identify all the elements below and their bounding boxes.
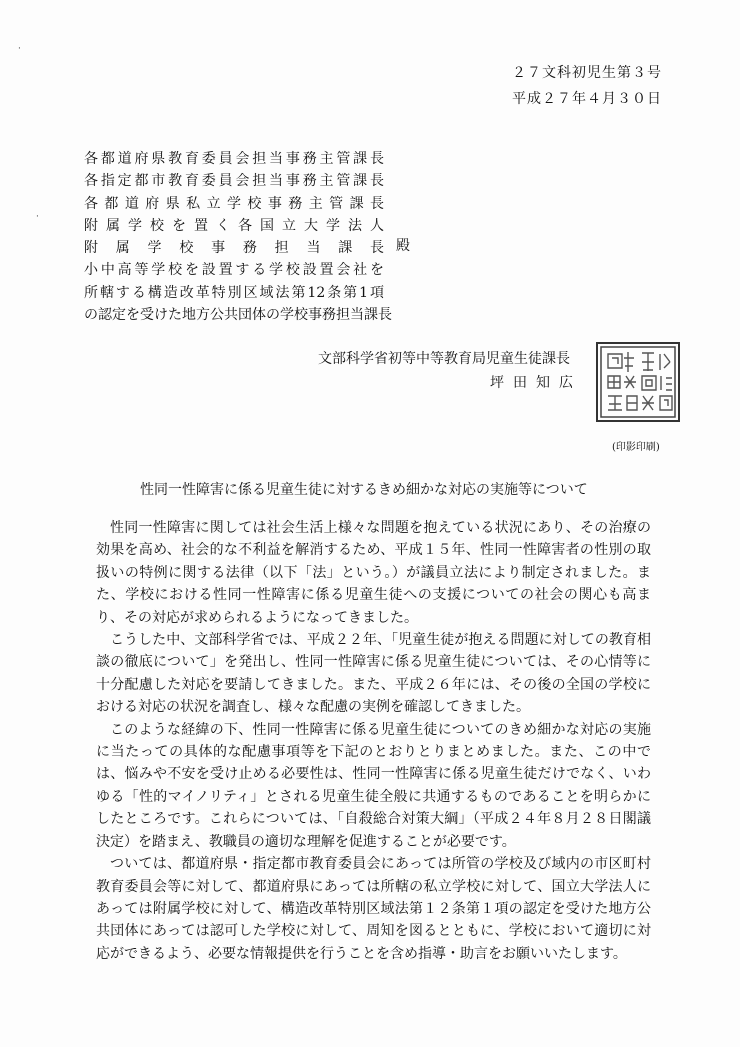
honorific: 殿 <box>396 238 410 254</box>
document-date: 平成２７年４月３０日 <box>512 91 662 107</box>
body-paragraph: このような経緯の下、性同一性障害に係る児童生徒についてのきめ細かな対応の実施に当たっての具体的な配慮事項等を下記のとおりとりまとめました。また、この中では、悩みや不安を受け止める必要性は、性同一性障害に係る児童生徒だけでなく、いわゆる「性的マイノリティ」とされる児童生徒全般に共通するものであることを明らかにしたところです。これらについては、「自殺総合対策大綱」（平成２４年８月２８日閣議決定）を踏まえ、教職員の適切な理解を促進することが必要です。 <box>96 721 651 850</box>
sender-name: 坪田知広 <box>490 375 582 391</box>
addressee-line: 附属学校事務担当課長 <box>84 240 384 257</box>
addressee-line: 各都道府県私立学校事務主管課長 <box>84 195 384 212</box>
addressee-line: 附属学校を置く各国立大学法人 <box>84 217 384 234</box>
document-number: ２７文科初児生第３号 <box>512 65 662 81</box>
document-body <box>96 517 651 965</box>
addressee-line: の認定を受けた地方公共団体の学校事務担当課長 <box>84 307 392 324</box>
addressee-block <box>84 148 414 326</box>
body-paragraph: 性同一性障害に関しては社会生活上様々な問題を抱えている状況にあり、その治療の効果を高め、社会的な不利益を解消するため、平成１５年、性同一性障害者の性別の取扱いの特例に関する法律（以下「法」という。）が議員立法により制定されました。また、学校における性同一性障害に係る児童生徒への支援についての社会の関心も高まり、その対応が求められるようになってきました。 <box>96 520 651 626</box>
body-paragraph: こうした中、文部科学省では、平成２２年、「児童生徒が抱える問題に対しての教育相談の徹底について」を発出し、性同一性障害に係る児童生徒については、その心情等に十分配慮した対応を要請してきました。また、平成２６年には、その後の全国の学校における対応の状況を調査し、様々な配慮の実例を確認してきました。 <box>96 632 651 716</box>
addressee-line: 小中高等学校を設置する学校設置会社を <box>84 262 384 279</box>
official-seal-stamp <box>596 342 680 422</box>
sender-organization: 文部科学省初等中等教育局児童生徒課長 <box>318 351 570 367</box>
seal-icon <box>598 344 678 420</box>
addressee-line: 各都道府県教育委員会担当事務主管課長 <box>84 151 384 167</box>
document-subject: 性同一性障害に係る児童生徒に対するきめ細かな対応の実施等について <box>140 482 588 498</box>
margin-mark: · <box>18 44 21 54</box>
seal-note: (印影印刷) <box>612 442 660 453</box>
addressee-line: 各指定都市教育委員会担当事務主管課長 <box>84 173 384 190</box>
body-paragraph: ついては、都道府県・指定都市教育委員会にあっては所管の学校及び域内の市区町村教育委員会等に対して、都道府県にあっては所轄の私立学校に対して、国立大学法人にあっては附属学校に対して、構造改革特別区域法第１２条第１項の認定を受けた地方公共団体にあっては認可した学校に対して、周知を図るとともに、学校において適切に対応ができるよう、必要な情報提供を行うことを含め指導・助言をお願いいたします。 <box>96 856 651 962</box>
addressee-line: 所轄する構造改革特別区域法第12条第1項 <box>84 284 384 301</box>
margin-mark: · <box>36 212 39 222</box>
